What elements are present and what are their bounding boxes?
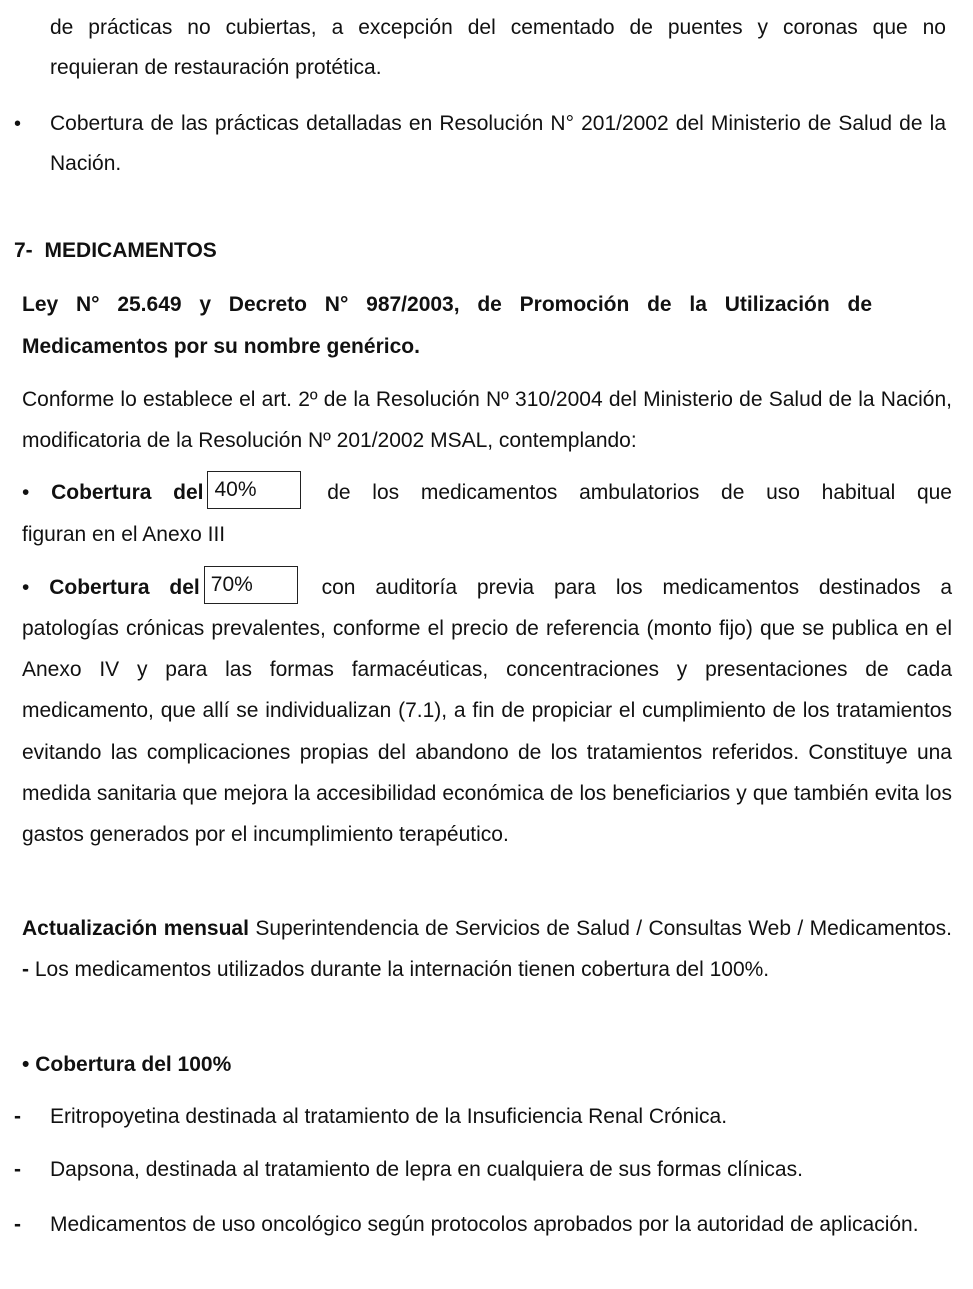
law-heading: Ley N° 25.649 y Decreto N° 987/2003, de Promoción de la Utilización de Medicamentos por su nombre genérico. [22, 293, 872, 358]
intro-bullet-text: Cobertura de las prácticas detalladas en Resolución N° 201/2002 del Ministerio de Salud de la Nación. [50, 112, 946, 175]
intro-line-1: de prácticas no cubiertas, a excepción del cementado de puentes y coronas que no [50, 16, 946, 39]
section-heading [14, 231, 217, 271]
list-item: Medicamentos de uso oncológico según protocolos aprobados por la autoridad de aplicación. [50, 1213, 919, 1236]
list-item: Eritropoyetina destinada al tratamiento de la Insuficiencia Renal Crónica. [50, 1105, 728, 1128]
bullet-icon: • [14, 113, 22, 135]
coverage-40-line [22, 472, 952, 514]
conforme-paragraph: Conforme lo establece el art. 2º de la Resolución Nº 310/2004 del Ministerio de Salud de la Nación, modificatoria de la Resolución Nº 201/2002 MSAL, contemplando: [22, 388, 952, 452]
intro-line-2: requieran de restauración protética. [50, 56, 382, 79]
coverage-40-paragraph [22, 472, 952, 556]
update-text-2: Los medicamentos utilizados durante la internación tienen cobertura del 100%. [34, 958, 770, 981]
update-label: Actualización mensual [22, 917, 249, 940]
coverage-70-line [22, 567, 952, 608]
intro-continuation [50, 8, 946, 88]
coverage-70-text: con auditoría previa para los medicamentos destinados a [321, 576, 953, 599]
coverage-100-bullet: • [22, 1053, 30, 1076]
coverage-40-label: Cobertura del [51, 481, 204, 504]
list-dash: - [14, 1213, 21, 1236]
coverage-40-bullet: • [22, 481, 30, 504]
coverage-70-paragraph [22, 567, 952, 855]
update-text: Superintendencia de Servicios de Salud / Consultas Web / Medicamentos. [255, 917, 952, 940]
coverage-40-text: de los medicamentos ambulatorios de uso habitual que [327, 481, 952, 504]
update-dash: - [22, 958, 29, 981]
coverage-100-label: Cobertura del 100% [35, 1053, 232, 1076]
section-title: MEDICAMENTOS [44, 239, 217, 262]
coverage-40-value-field: 40% [207, 471, 301, 509]
coverage-70-body: patologías crónicas prevalentes, conforme el precio de referencia (monto fijo) que se publica en el Anexo IV y para las formas farmacéuticas, concentraciones y presentaciones de cada medicamento, que allí se individualizan (7.1), a fin de propiciar el cumplimiento de los tratamientos evitando las complicaciones propias del abandono de los tratamientos referidos. Constituye una medida sanitaria que mejora la accesibilidad económica de los beneficiarios y que también evita los gastos generados por el incumplimiento terapéutico. [22, 617, 952, 847]
coverage-70-bullet: • [22, 576, 30, 599]
section-number: 7- [14, 239, 33, 262]
list-item: Dapsona, destinada al tratamiento de lepra en cualquiera de sus formas clínicas. [50, 1158, 803, 1181]
coverage-100-heading [22, 1044, 952, 1085]
coverage-70-value-field: 70% [204, 566, 298, 604]
coverage-40-line-2: figuran en el Anexo III [22, 523, 226, 546]
coverage-70-label: Cobertura del [49, 576, 200, 599]
list-dash: - [14, 1105, 21, 1128]
update-paragraph [22, 908, 952, 990]
list-dash: - [14, 1158, 21, 1181]
